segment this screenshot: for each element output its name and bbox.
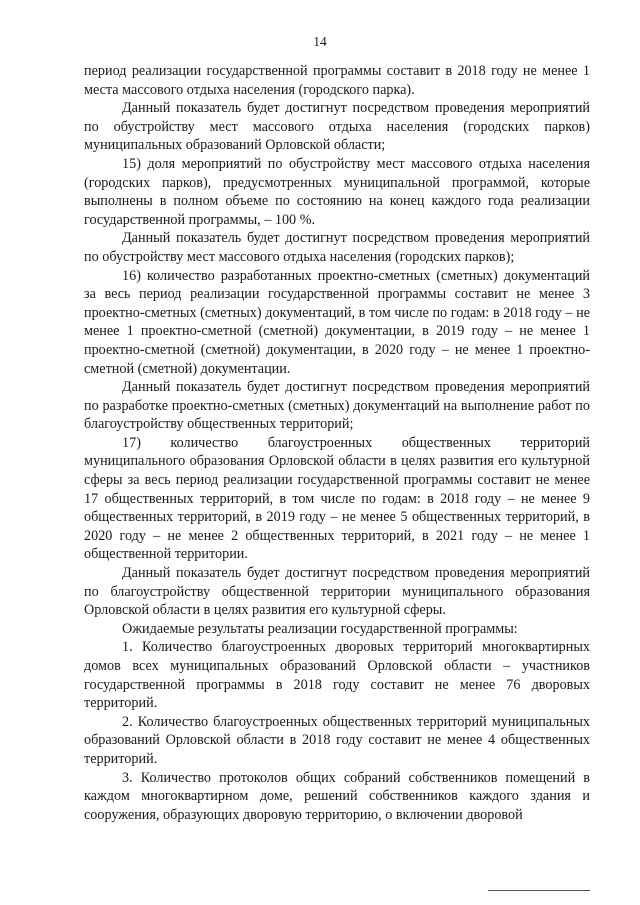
page-number: 14 [313,34,327,49]
paragraph: Данный показатель будет достигнут посредством проведения мероприятий по обустройству мест массового отдыха населения (городских парков); [84,230,590,265]
paragraph-result-3: 3. Количество протоколов общих собраний собственников помещений в каждом многоквартирном доме, решений собственников каждого здания и сооружения, образующих дворовую территорию, о включении дворовой [84,769,590,823]
paragraph-result-2: 2. Количество благоустроенных общественных территорий муниципальных образований Орловской области в 2018 году составит не менее 4 общественных территорий. [84,713,590,767]
paragraph-item-15: 15) доля мероприятий по обустройству мест массового отдыха населения (городских парков), предусмотренных муниципальной программой, которые выполнены в полном объеме по состоянию на конец каждого года реализации государственной программы, – 100 %. [84,155,590,228]
document-body [84,62,590,824]
paragraph: Данный показатель будет достигнут посредством проведения мероприятий по разработке проектно-сметных (сметных) документаций на выполнение работ по благоустройству общественных территорий; [84,379,590,433]
paragraph-item-16: 16) количество разработанных проектно-сметных (сметных) документаций за весь период реализации государственной программы составит не менее 3 проектно-сметных (сметных) документаций, в том числе по годам: в 2018 году – не менее 1 проектно-сметной (сметной) документации, в 2019 году – не менее 1 проектно-сметной (сметной) документации, в 2020 году – не менее 1 проектно-сметной (сметной) документации. [84,267,590,377]
paragraph-results-heading: Ожидаемые результаты реализации государственной программы: [122,620,518,637]
paragraph: Данный показатель будет достигнут посредством проведения мероприятий по благоустройству общественной территории муниципального образования Орловской области в целях развития его культурной сферы. [84,565,590,619]
paragraph-result-1: 1. Количество благоустроенных дворовых территорий многоквартирных домов всех муниципальных образований Орловской области – участников государственной программы в 2018 году составит не менее 76 дворовых территорий. [84,639,590,712]
paragraph-item-17: 17) количество благоустроенных общественных территорий муниципального образования Орловской области в целях развития его культурной сферы за весь период реализации государственной программы составит не менее 17 общественных территорий, в том числе по годам: в 2018 году – не менее 9 общественных территорий, в 2019 году – не менее 5 общественных территорий, в 2020 году – не менее 2 общественных территорий, в 2021 году – не менее 1 общественной территории. [84,434,590,563]
footer-rule [488,890,590,891]
paragraph-continuation: период реализации государственной программы составит в 2018 году не менее 1 места массового отдыха населения (городского парка). [84,63,590,98]
paragraph: Данный показатель будет достигнут посредством проведения мероприятий по обустройству мест массового отдыха населения (городских парков) муниципальных образований Орловской области; [84,100,590,154]
